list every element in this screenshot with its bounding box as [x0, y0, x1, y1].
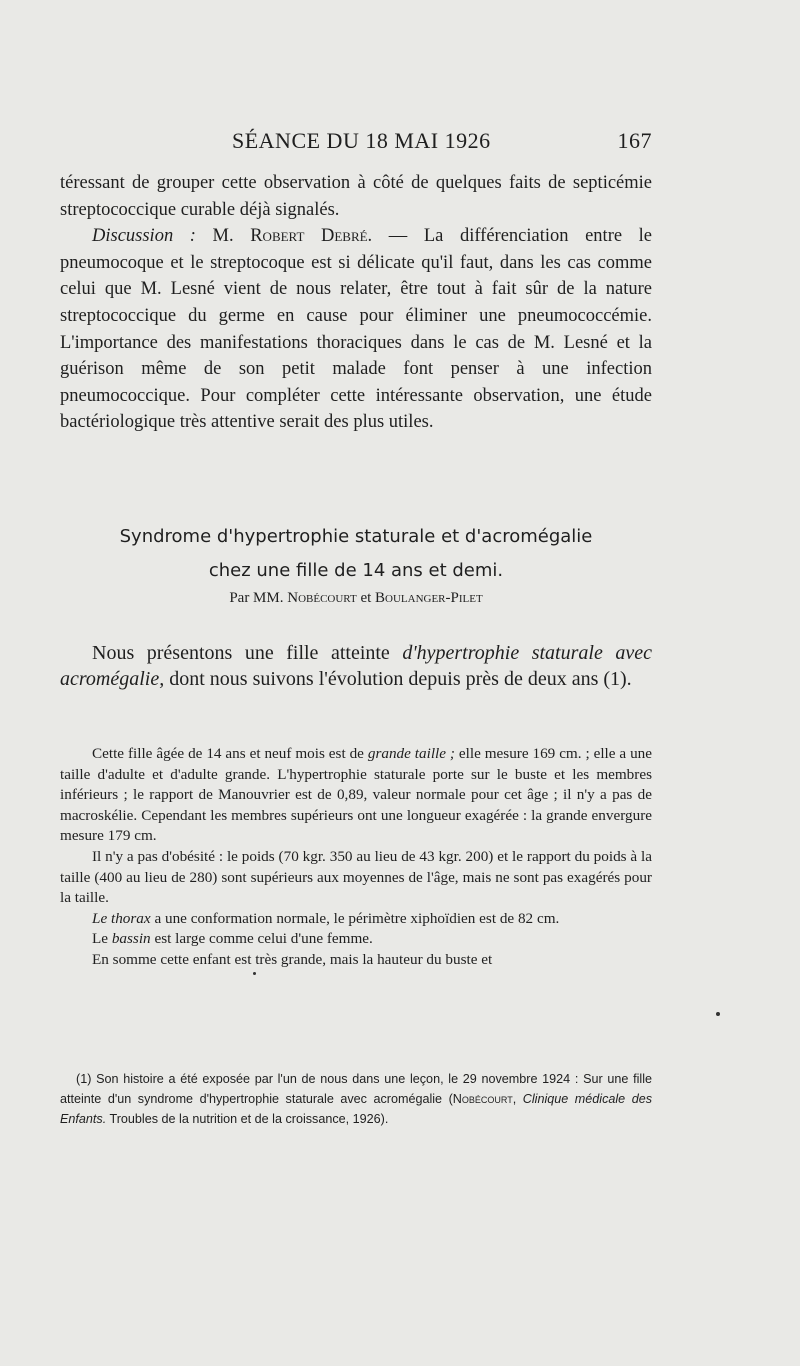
- footnote-start: (1) Son histoire a été exposée par l'un de nous dans une leçon, le 29 novembre 1924 : Sur une fille atteinte d'un syndrome d'hypertrophie staturale avec acromégalie (: [60, 1072, 652, 1106]
- p4-start: Le: [92, 930, 109, 948]
- intro-end: dont nous suivons l'évolution depuis près de deux ans (1).: [169, 668, 632, 690]
- article-title: [60, 520, 652, 588]
- case-paragraph-2: Il n'y a pas d'obésité : le poids (70 kgr. 350 au lieu de 43 kgr. 200) et le rapport du poids à la taille (400 au lieu de 280) sont supérieurs aux moyennes de l'âge, mais ne sont pas exagérés pour la taille.: [60, 847, 652, 907]
- discussion-label: Discussion :: [92, 226, 196, 247]
- intro-section: [60, 640, 652, 692]
- page-number: 167: [617, 128, 652, 153]
- footnote-author: Nobécourt: [452, 1091, 513, 1106]
- article-authors: [60, 590, 652, 607]
- case-paragraph-4: [60, 929, 652, 950]
- intro-italic: d'hypertrophie staturale avec acromégalie,: [60, 642, 652, 690]
- paper-speck: [716, 1012, 720, 1016]
- p4-italic: bassin: [111, 930, 151, 948]
- discussion-text: — La différenciation entre le pneumocoque et le streptocoque est si délicate qu'il faut, dans les cas comme celui que M. Lesné vient de nous relater, être tout à fait sûr de la nature streptococcique du germe en cause pour éliminer une pneumococcémie. L'importance des manifestations thoraciques dans le cas de M. Lesné et la guérison même de son petit malade font penser à une infection pneumococcique. Pour compléter cette intéressante observation, une étude bactériologique très attentive serait des plus utiles.: [60, 226, 653, 433]
- p3-end: a une conformation normale, le périmètre xiphoïdien est de 82 cm.: [154, 909, 560, 927]
- author-2: Boulanger-Pilet: [375, 590, 483, 606]
- footnote-end: Troubles de la nutrition et de la croissance, 1926).: [109, 1111, 389, 1126]
- discussion-prefix: M.: [212, 226, 234, 247]
- authors-and: et: [360, 590, 372, 606]
- paper-speck: [253, 972, 256, 975]
- p4-end: est large comme celui d'une femme.: [154, 930, 373, 948]
- p1-italic: grande taille ;: [367, 745, 455, 762]
- footnote: [60, 1070, 652, 1129]
- case-description: [60, 744, 652, 971]
- footnote-text: [60, 1070, 652, 1129]
- footnote-comma: ,: [512, 1091, 517, 1106]
- intro-start: Nous présentons une fille atteinte: [92, 642, 390, 664]
- p1-start: Cette fille âgée de 14 ans et neuf mois est de: [92, 745, 364, 762]
- footnote-italic: Clinique médicale des Enfants.: [60, 1091, 652, 1126]
- discussion-section: [60, 170, 652, 436]
- author-1: Nobécourt: [287, 590, 357, 606]
- discussion-paragraph: [60, 223, 652, 436]
- continued-paragraph: téressant de grouper cette observation à côté de quelques faits de septicémie streptococcique curable déjà signalés.: [60, 173, 652, 220]
- authors-prefix: Par MM.: [229, 590, 284, 606]
- running-head: [232, 128, 652, 154]
- article-title-line-1: Syndrome d'hypertrophie staturale et d'acromégalie: [119, 526, 593, 547]
- p3-italic: Le thorax: [92, 909, 151, 927]
- intro-paragraph: [60, 640, 652, 692]
- case-paragraph-5: En somme cette enfant est très grande, mais la hauteur du buste et: [92, 950, 493, 968]
- case-paragraph-3: [60, 909, 652, 930]
- p1-end: elle mesure 169 cm. ; elle a une taille d'adulte et d'adulte grande. L'hypertrophie staturale porte sur le buste et les membres inférieurs ; le rapport de Manouvrier est de 0,89, valeur normale pour cet âge ; il n'y a pas de macroskélie. Cependant les membres supérieurs ont une longueur exagérée : la grande envergure mesure 179 cm.: [60, 745, 653, 845]
- article-title-line-2: chez une fille de 14 ans et demi.: [208, 560, 504, 581]
- speaker-name: Robert Debré.: [250, 226, 373, 247]
- case-paragraph-1: [60, 744, 652, 847]
- running-head-title: SÉANCE DU 18 MAI 1926: [232, 128, 491, 153]
